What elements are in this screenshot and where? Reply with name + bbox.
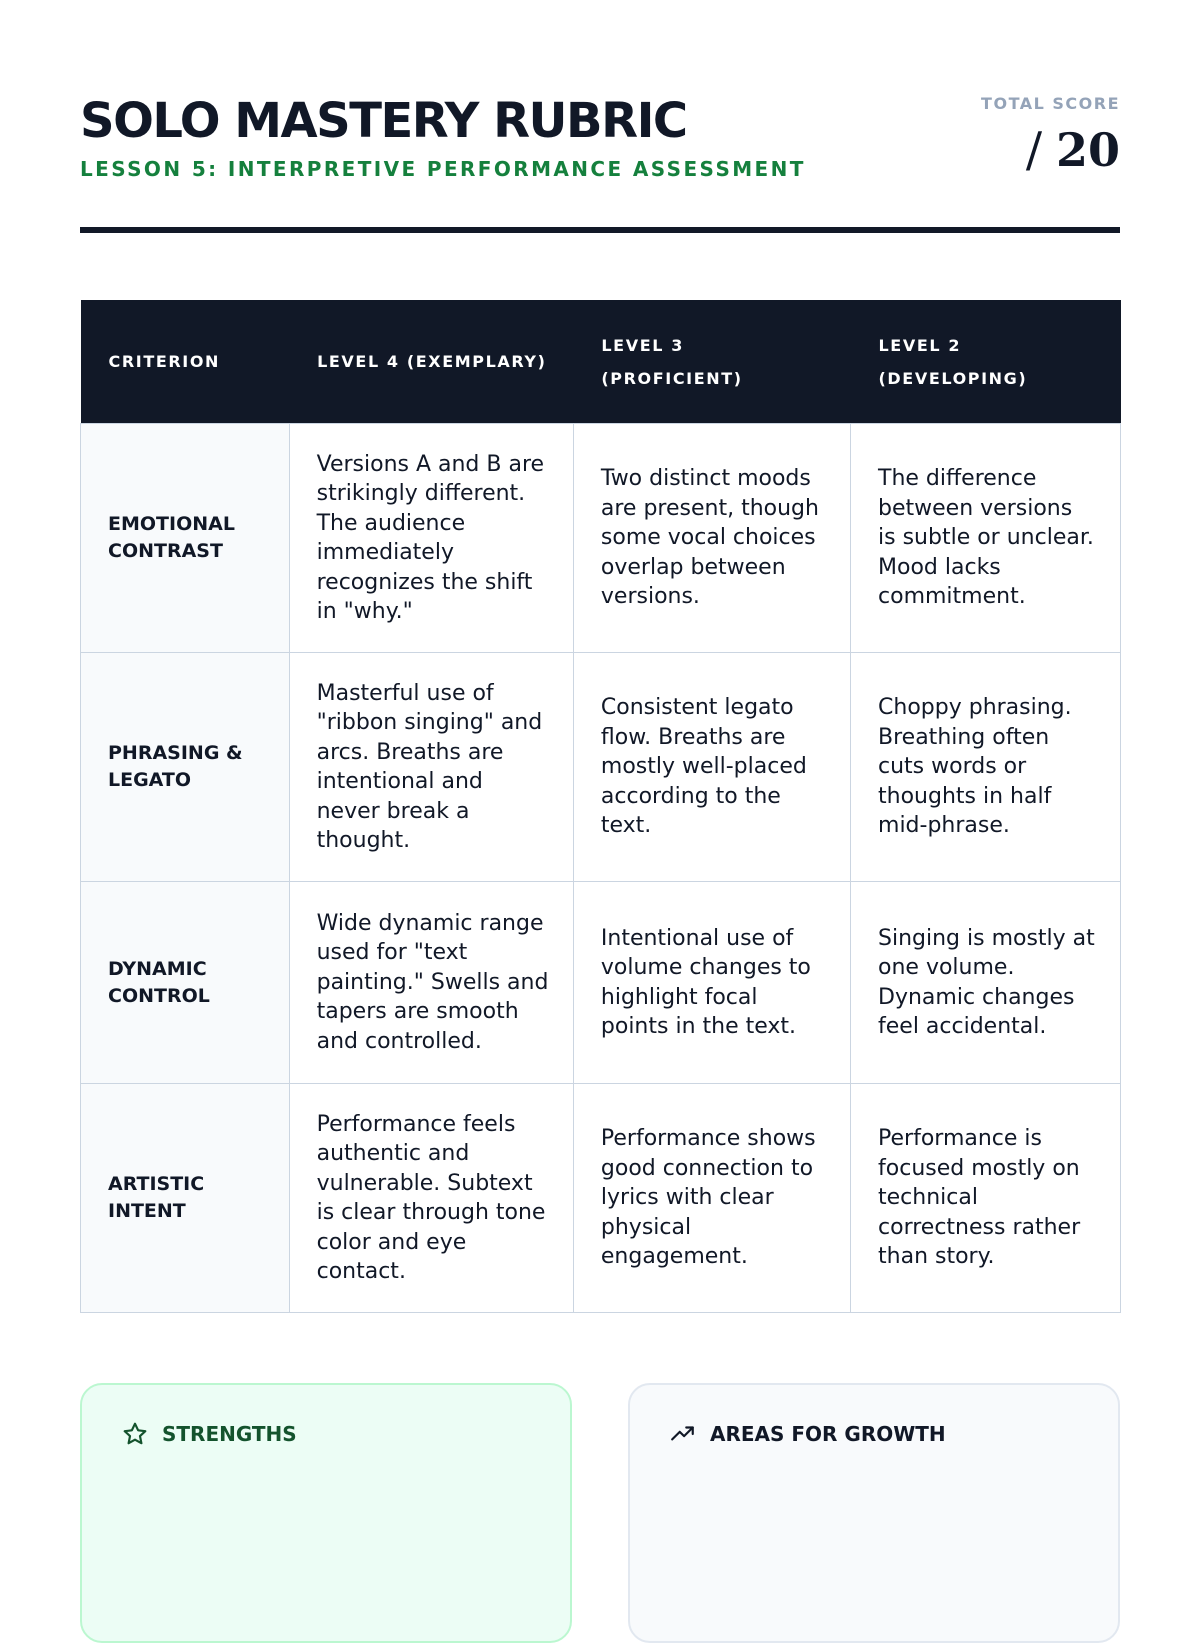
column-header-criterion: CRITERION: [81, 300, 290, 424]
table-row: [81, 424, 1121, 653]
strengths-heading: [122, 1421, 297, 1447]
table-row: [81, 882, 1121, 1084]
page-title: SOLO MASTERY RUBRIC: [80, 93, 687, 149]
page-subtitle: LESSON 5: INTERPRETIVE PERFORMANCE ASSESSMENT: [80, 157, 806, 181]
criterion-cell: DYNAMIC CONTROL: [81, 882, 290, 1084]
rubric-table: [80, 300, 1121, 1313]
growth-title: AREAS FOR GROWTH: [710, 1422, 946, 1446]
criterion-cell: ARTISTIC INTENT: [81, 1084, 290, 1313]
score-total: 20: [1055, 123, 1120, 177]
growth-box: [628, 1383, 1120, 1643]
level-4-cell: Masterful use of "ribbon singing" and arcs. Breaths are intentional and never break a thought.: [289, 653, 573, 882]
criterion-cell: PHRASING & LEGATO: [81, 653, 290, 882]
strengths-title: STRENGTHS: [162, 1422, 297, 1446]
header-divider: [80, 227, 1120, 233]
table-row: [81, 653, 1121, 882]
level-2-cell: Singing is mostly at one volume. Dynamic changes feel accidental.: [851, 882, 1121, 1084]
level-4-cell: Performance feels authentic and vulnerable. Subtext is clear through tone color and eye contact.: [289, 1084, 573, 1313]
strengths-box: [80, 1383, 572, 1643]
level-3-cell: Consistent legato flow. Breaths are mostly well-placed according to the text.: [573, 653, 850, 882]
star-icon: [122, 1421, 148, 1447]
total-score: [880, 90, 1120, 178]
header: [80, 90, 1120, 190]
growth-heading: [670, 1421, 946, 1447]
score-slash: /: [1025, 122, 1042, 178]
level-3-cell: Performance shows good connection to lyrics with clear physical engagement.: [573, 1084, 850, 1313]
total-score-value: [880, 122, 1120, 178]
table-header-row: [81, 300, 1121, 424]
level-3-cell: Two distinct moods are present, though some vocal choices overlap between versions.: [573, 424, 850, 653]
total-score-label: TOTAL SCORE: [981, 94, 1120, 113]
level-2-cell: Performance is focused mostly on technical correctness rather than story.: [851, 1084, 1121, 1313]
column-header-level-3: LEVEL 3 (PROFICIENT): [573, 300, 850, 424]
level-2-cell: Choppy phrasing. Breathing often cuts words or thoughts in half mid-phrase.: [851, 653, 1121, 882]
trending-up-icon: [670, 1421, 696, 1447]
level-2-cell: The difference between versions is subtle or unclear. Mood lacks commitment.: [851, 424, 1121, 653]
column-header-level-2: LEVEL 2 (DEVELOPING): [851, 300, 1121, 424]
criterion-cell: EMOTIONAL CONTRAST: [81, 424, 290, 653]
level-4-cell: Versions A and B are strikingly different. The audience immediately recognizes the shift in "why.": [289, 424, 573, 653]
level-3-cell: Intentional use of volume changes to highlight focal points in the text.: [573, 882, 850, 1084]
table-row: [81, 1084, 1121, 1313]
level-4-cell: Wide dynamic range used for "text painting." Swells and tapers are smooth and controlled.: [289, 882, 573, 1084]
column-header-level-4: LEVEL 4 (EXEMPLARY): [289, 300, 573, 424]
